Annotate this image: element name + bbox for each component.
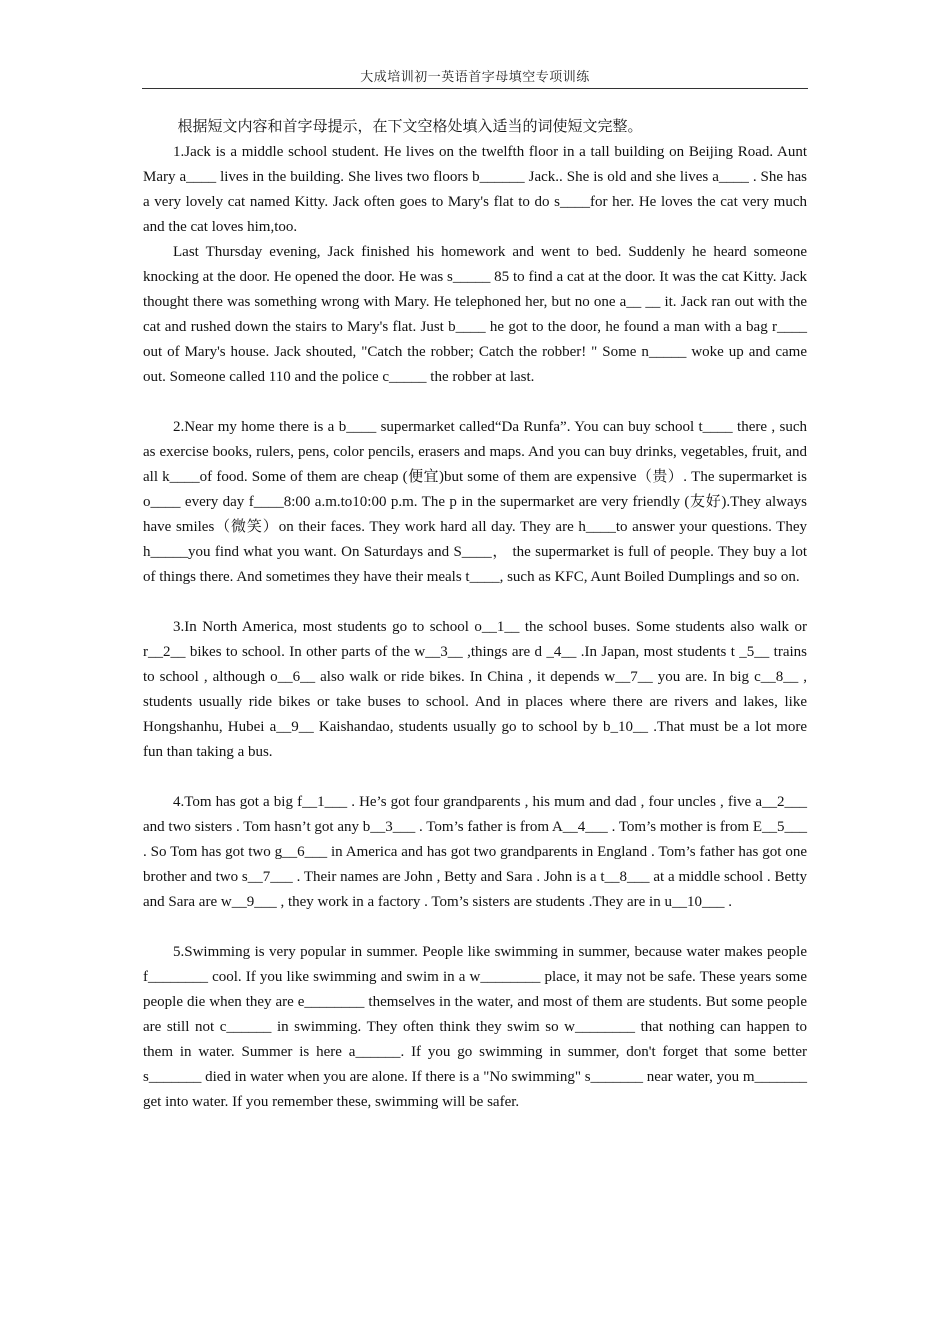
passage-4: 4.Tom has got a big f__1___ . He’s got four grandparents , his mum and dad , four uncles , five a__2___ and two sisters . Tom hasn’t got any b__3___ . Tom’s father is from A__4___ . Tom’s mother is from E__5___ . So Tom has got two g__6___ in America and has got two grandparents in England . Tom’s father has got one brother and two s__7___ . Their names are John , Betty and Sara . John is a t__8___ at a middle school . Betty and Sara are w__9___ , they work in a factory . Tom’s sisters are students .They are in u__10___ . bbox=[143, 794, 807, 910]
passage-2: 2.Near my home there is a b____ supermarket called“Da Runfa”. You can buy school t____ there , such as exercise books, rulers, pens, color pencils, erasers and maps. And you can buy drinks, vegetables, fruit, and all k____of food. Some of them are cheap (便宜)but some of them are expensive（贵）. The supermarket is o____ every day f____8:00 a.m.to10:00 p.m. The p in the supermarket are very friendly (友好).They always have smiles（微笑）on their faces. They work hard all day. They are h____to answer your questions. They h_____you find what you want. On Saturdays and S____， the supermarket is full of people. They buy a lot of things there. And sometimes they have their meals t____, such as KFC, Aunt Boiled Dumplings and so on. bbox=[143, 419, 807, 585]
passage-1-paragraph-2: Last Thursday evening, Jack finished his homework and went to bed. Suddenly he heard someone knocking at the door. He opened the door. He was s_____ 85 to find a cat at the door. It was the cat Kitty. Jack thought there was something wrong with Mary. He telephoned her, but no one a__ __ it. Jack ran out with the cat and rushed down the stairs to Mary's flat. Just b____ he got to the door, he found a man with a bag r____ out of Mary's house. Jack shouted, "Catch the robber; Catch the robber! " Some n_____ woke up and came out. Someone called 110 and the police c_____ the robber at last. bbox=[143, 244, 807, 385]
document-body bbox=[143, 115, 807, 1115]
passage-5: 5.Swimming is very popular in summer. People like swimming in summer, because water makes people f________ cool. If you like swimming and swim in a w________ place, it may not be safe. These years some people die when they are e________ themselves in the water, and most of them are students. But some people are still not c______ in swimming. They often think they swim so w________ that nothing can happen to them in water. Summer is here a______. If you go swimming in summer, don't forget that some better s_______ died in water when you are alone. If there is a "No swimming" s_______ near water, you m_______ get into water. If you remember these, swimming will be safer. bbox=[143, 944, 807, 1110]
passage-1-paragraph-1: 1.Jack is a middle school student. He lives on the twelfth floor in a tall building on Beijing Road. Aunt Mary a____ lives in the building. She lives two floors b______ Jack.. She is old and she lives a____ . She has a very lovely cat named Kitty. Jack often goes to Mary's flat to do s____for her. He loves the cat very much and the cat loves him,too. bbox=[143, 144, 807, 235]
passage-3: 3.In North America, most students go to school o__1__ the school buses. Some students also walk or r__2__ bikes to school. In other parts of the w__3__ ,things are d _4__ .In Japan, most students t _5__ trains to school , although o__6__ also walk or ride bikes. In China , it depends w__7__ you are. In big c__8__ , students usually ride bikes or take buses to school. And in places where there are rivers and lakes, like Hongshanhu, Hubei a__9__ Kaishandao, students usually go to school by b_10__ .That must be a lot more fun than taking a bus. bbox=[143, 619, 807, 760]
instruction-text: 根据短文内容和首字母提示，在下文空格处填入适当的词使短文完整。 bbox=[177, 119, 643, 135]
page-header-title: 大成培训初一英语首字母填空专项训练 bbox=[360, 69, 590, 84]
header-divider bbox=[142, 88, 808, 89]
